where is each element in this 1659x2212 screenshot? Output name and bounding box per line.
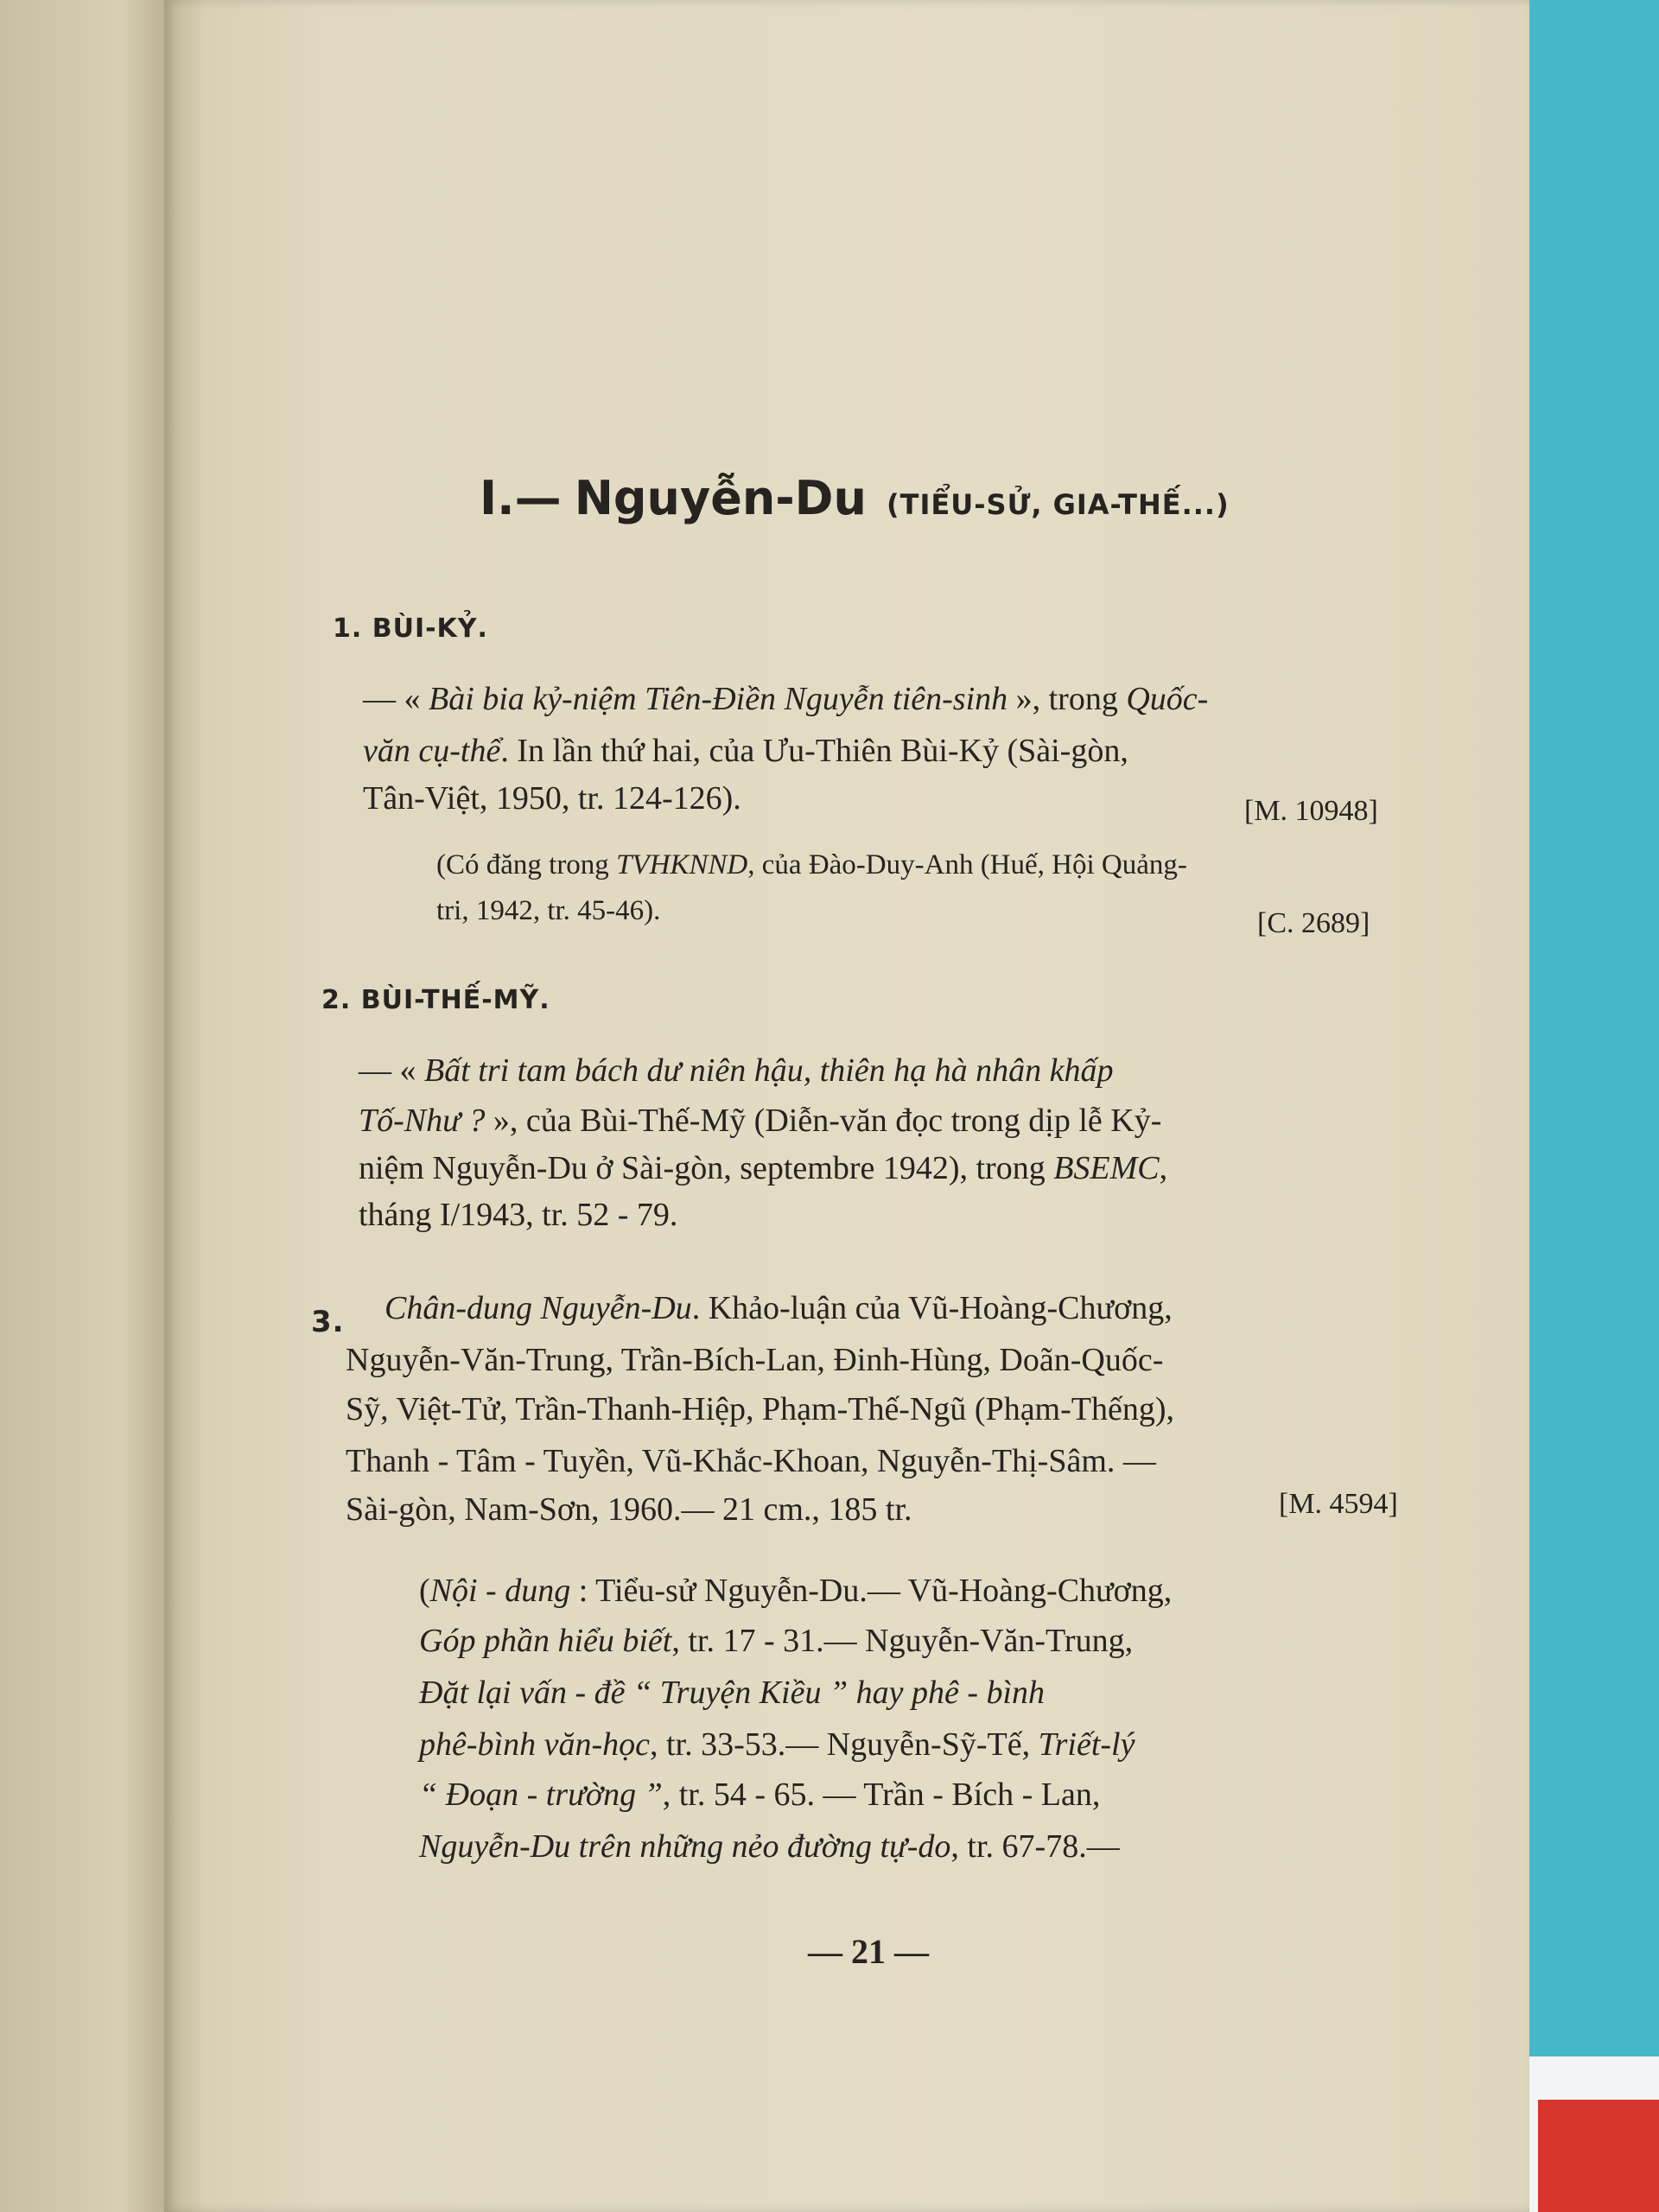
entry-3-line-5: Sài-gòn, Nam-Sơn, 1960.— 21 cm., 185 tr. [346, 1491, 912, 1528]
entry-1-line-2: văn cụ-thể. In lần thứ hai, của Ưu-Thiên Bùi-Kỷ (Sài-gòn, [363, 733, 1128, 769]
entry-3-content-line-4: phê-bình văn-học, tr. 33-53.— Nguyễn-Sỹ-Tế, Triết-lý [419, 1726, 1135, 1763]
background-red-object [1538, 2100, 1659, 2212]
entry-1-note-line-1: (Có đăng trong TVHKNND, của Đào-Duy-Anh (Huế, Hội Quảng- [436, 849, 1187, 880]
entry-1-catalog-ref: [M. 10948] [1244, 795, 1378, 827]
entry-3-line-4: Thanh - Tâm - Tuyền, Vũ-Khắc-Khoan, Nguyễn-Thị-Sâm. — [346, 1443, 1156, 1479]
entry-3-content-line-1: (Nội - dung : Tiểu-sử Nguyễn-Du.— Vũ-Hoàng-Chương, [419, 1573, 1173, 1609]
entry-1-label: 1. BÙI-KỶ. [333, 613, 488, 644]
facing-page-edge [0, 0, 173, 2212]
page-number: — 21 — [808, 1932, 929, 1971]
entry-3-label: 3. [311, 1305, 345, 1339]
entry-1-line-3: Tân-Việt, 1950, tr. 124-126). [363, 780, 741, 817]
entry-3-content-line-2: Góp phần hiểu biết, tr. 17 - 31.— Nguyễn-Văn-Trung, [419, 1623, 1134, 1659]
entry-1-line-1: — « Bài bia kỷ-niệm Tiên-Điền Nguyễn tiên-sinh », trong Quốc- [363, 681, 1209, 717]
entry-3-catalog-ref: [M. 4594] [1279, 1488, 1398, 1520]
entry-1-note-line-2: tri, 1942, tr. 45-46). [436, 895, 661, 926]
section-title: Nguyễn-Du [574, 471, 867, 525]
entry-2-line-3: niệm Nguyễn-Du ở Sài-gòn, septembre 1942), trong BSEMC, [359, 1150, 1168, 1186]
entry-2-label: 2. BÙI-THẾ-MỸ. [321, 985, 550, 1015]
entry-2-line-1: — « Bất tri tam bách dư niên hậu, thiên hạ hà nhân khấp [359, 1052, 1114, 1089]
book-page [164, 0, 1529, 2212]
section-number: I.— [480, 471, 562, 525]
entry-1-note-ref: [C. 2689] [1257, 907, 1370, 939]
section-heading [480, 471, 1230, 525]
entry-3-line-2: Nguyễn-Văn-Trung, Trần-Bích-Lan, Đinh-Hùng, Doãn-Quốc- [346, 1342, 1164, 1378]
entry-3-content-line-6: Nguyễn-Du trên những nẻo đường tự-do, tr. 67-78.— [419, 1828, 1120, 1865]
entry-3-line-1: Chân-dung Nguyễn-Du. Khảo-luận của Vũ-Hoàng-Chương, [385, 1290, 1173, 1326]
entry-2-line-2: Tố-Như ? », của Bùi-Thế-Mỹ (Diễn-văn đọc trong dịp lễ Kỷ- [359, 1103, 1162, 1139]
entry-2-line-4: tháng I/1943, tr. 52 - 79. [359, 1197, 678, 1233]
entry-3-content-line-3: Đặt lại vấn - đề “ Truyện Kiều ” hay phê - bình [419, 1675, 1046, 1711]
entry-3-line-3: Sỹ, Việt-Tử, Trần-Thanh-Hiệp, Phạm-Thế-Ngũ (Phạm-Thếng), [346, 1391, 1174, 1427]
section-subtitle: (TIỂU-SỬ, GIA-THẾ...) [887, 488, 1230, 521]
entry-3-content-line-5: “ Đoạn - trường ”, tr. 54 - 65. — Trần - Bích - Lan, [419, 1777, 1101, 1813]
